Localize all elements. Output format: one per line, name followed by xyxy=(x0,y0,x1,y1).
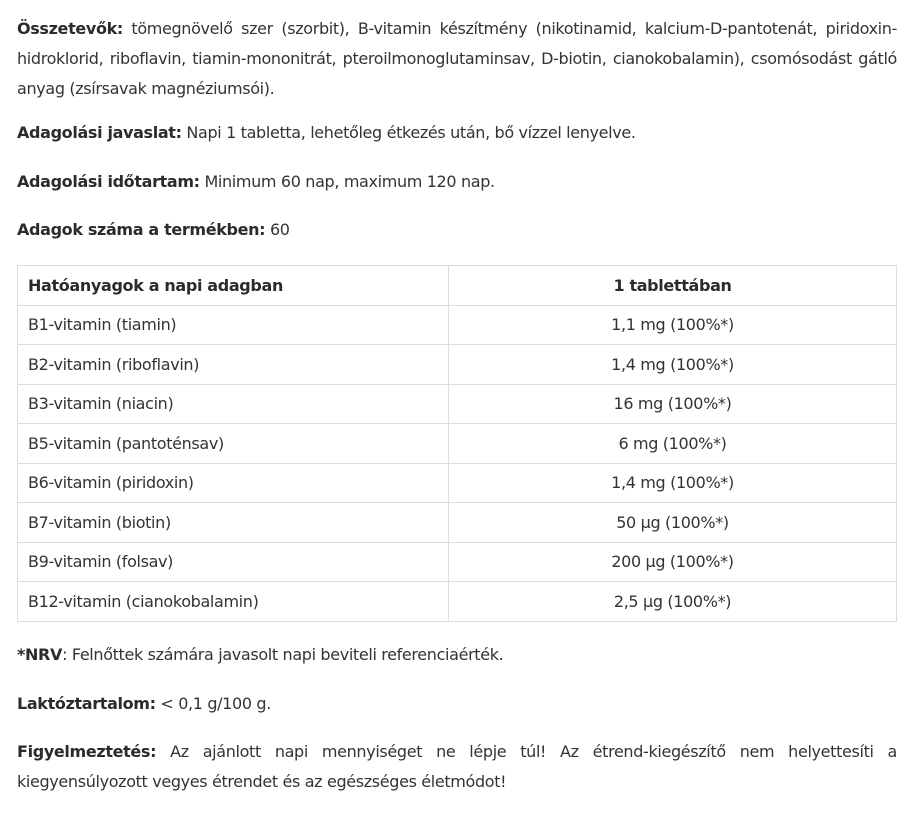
ingredients-paragraph xyxy=(17,14,897,104)
nutrient-name: B12-vitamin (cianokobalamin) xyxy=(18,582,449,622)
warning-paragraph xyxy=(17,737,897,797)
dosage-text: Napi 1 tabletta, lehetőleg étkezés után, bő vízzel lenyelve. xyxy=(181,123,636,142)
duration-label: Adagolási időtartam: xyxy=(17,172,200,191)
warning-text: Az ajánlott napi mennyiséget ne lépje túl! Az étrend-kiegészítő nem helyettesíti a kiegyensúlyozott vegyes étrendet és az egészséges életmódot! xyxy=(17,742,897,791)
table-row xyxy=(18,345,897,385)
nutrient-amount: 200 µg (100%*) xyxy=(449,542,897,582)
lactose-label: Laktóztartalom: xyxy=(17,694,156,713)
nutrient-amount: 1,4 mg (100%*) xyxy=(449,345,897,385)
servings-label: Adagok száma a termékben: xyxy=(17,220,266,239)
table-header-row xyxy=(18,266,897,306)
nutrient-amount: 2,5 µg (100%*) xyxy=(449,582,897,622)
nutrient-name: B3-vitamin (niacin) xyxy=(18,384,449,424)
warning-label: Figyelmeztetés: xyxy=(17,742,157,761)
lactose-paragraph xyxy=(17,689,897,719)
dosage-paragraph xyxy=(17,118,897,148)
nutrient-table xyxy=(17,265,897,622)
nutrient-name: B6-vitamin (piridoxin) xyxy=(18,463,449,503)
duration-text: Minimum 60 nap, maximum 120 nap. xyxy=(199,172,495,191)
duration-paragraph xyxy=(17,167,897,197)
servings-text: 60 xyxy=(265,220,290,239)
nutrient-amount: 6 mg (100%*) xyxy=(449,424,897,464)
nrv-footnote xyxy=(17,640,897,670)
nutrient-name: B9-vitamin (folsav) xyxy=(18,542,449,582)
nutrient-amount: 1,1 mg (100%*) xyxy=(449,305,897,345)
lactose-text: < 0,1 g/100 g. xyxy=(155,694,271,713)
servings-paragraph xyxy=(17,215,897,245)
dosage-label: Adagolási javaslat: xyxy=(17,123,182,142)
nrv-label: *NRV xyxy=(17,645,63,664)
nutrient-name: B2-vitamin (riboflavin) xyxy=(18,345,449,385)
nutrient-name: B5-vitamin (pantoténsav) xyxy=(18,424,449,464)
table-row xyxy=(18,582,897,622)
nutrient-amount: 50 µg (100%*) xyxy=(449,503,897,543)
nutrient-name: B1-vitamin (tiamin) xyxy=(18,305,449,345)
ingredients-label: Összetevők: xyxy=(17,19,123,38)
table-row xyxy=(18,503,897,543)
nutrient-name: B7-vitamin (biotin) xyxy=(18,503,449,543)
nutrient-amount: 16 mg (100%*) xyxy=(449,384,897,424)
nutrient-amount: 1,4 mg (100%*) xyxy=(449,463,897,503)
table-row xyxy=(18,424,897,464)
table-row xyxy=(18,384,897,424)
table-row xyxy=(18,305,897,345)
header-per-tablet: 1 tablettában xyxy=(449,266,897,306)
table-row xyxy=(18,542,897,582)
ingredients-text: tömegnövelő szer (szorbit), B-vitamin készítmény (nikotinamid, kalcium-D-pantotenát, piridoxin-hidroklorid, riboflavin, tiamin-mononitrát, pteroilmonoglutaminsav, D-biotin, cianokobalamin), csomósodást gátló anyag (zsírsavak magnéziumsói). xyxy=(17,19,897,98)
header-active-ingredients: Hatóanyagok a napi adagban xyxy=(18,266,449,306)
nrv-text: : Felnőttek számára javasolt napi beviteli referenciaérték. xyxy=(62,645,504,664)
table-row xyxy=(18,463,897,503)
